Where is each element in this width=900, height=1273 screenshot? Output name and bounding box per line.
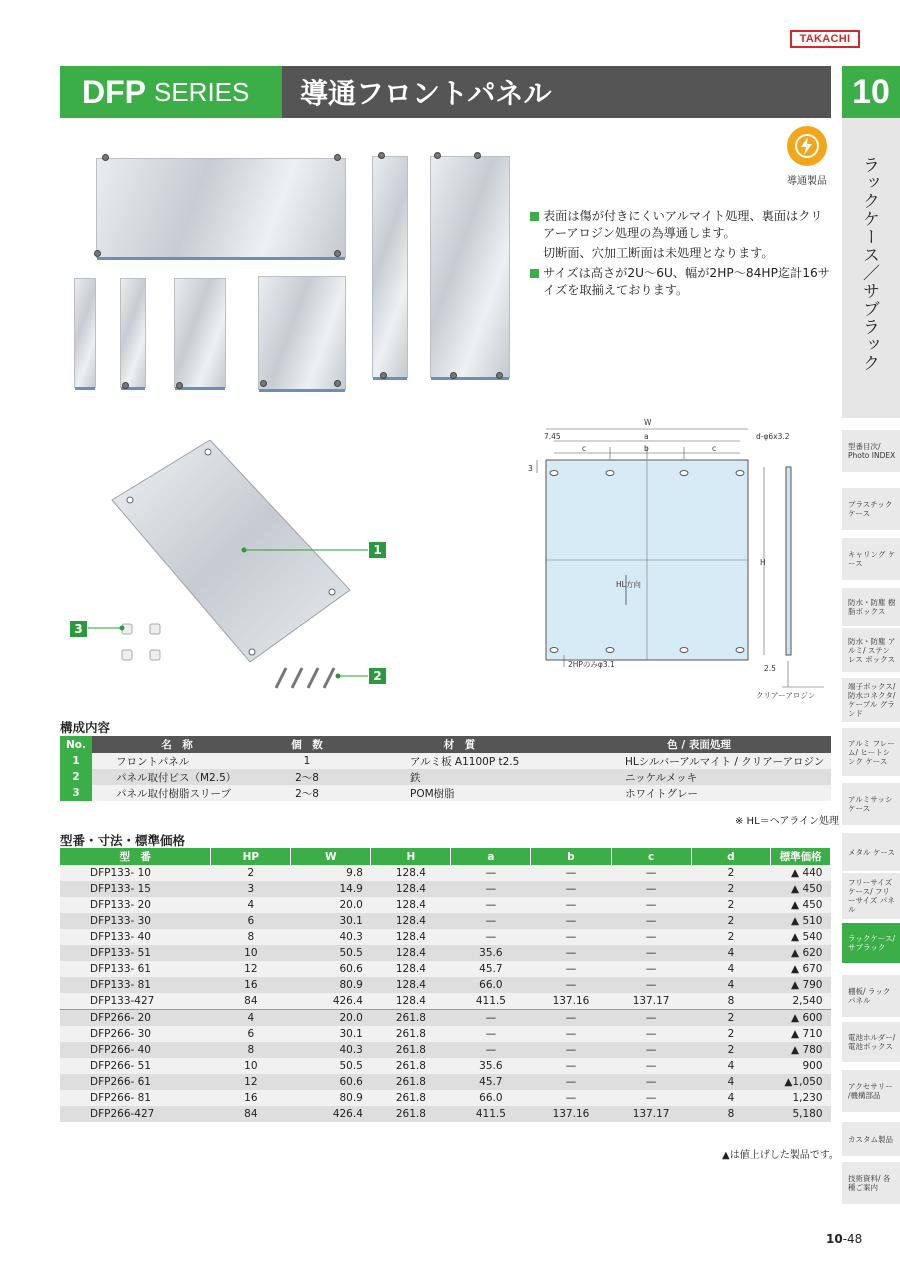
- table-cell: 16: [211, 977, 291, 993]
- table-cell: 8: [211, 929, 291, 945]
- table-row: [60, 929, 831, 945]
- table-row: [60, 1106, 831, 1122]
- table-cell: DFP133- 10: [60, 865, 211, 881]
- table-cell: —: [611, 897, 691, 913]
- dim-offset: 7.45: [544, 432, 561, 441]
- table-cell: DFP266- 61: [60, 1074, 211, 1090]
- specs-header: W: [291, 848, 371, 865]
- specs-header: H: [371, 848, 451, 865]
- technical-drawing: [524, 415, 834, 700]
- specs-table: [60, 848, 831, 1122]
- table-cell: 2: [691, 865, 771, 881]
- composition-title: 構成内容: [60, 720, 111, 735]
- table-row: [60, 945, 831, 961]
- table-cell: —: [451, 913, 531, 929]
- drawing-svg: [524, 415, 834, 700]
- table-row: [60, 961, 831, 977]
- table-cell: 80.9: [291, 1090, 371, 1106]
- table-cell: 60.6: [291, 1074, 371, 1090]
- callout-1: 1: [369, 542, 386, 558]
- table-row: [60, 1074, 831, 1090]
- desc-note: 切断面、穴加工断面は未処理となります。: [543, 246, 774, 260]
- table-cell: DFP266- 40: [60, 1042, 211, 1058]
- table-cell: 8: [691, 1106, 771, 1122]
- side-nav-item[interactable]: 技術資料/ 各種ご案内: [842, 1162, 900, 1204]
- table-row: [60, 1090, 831, 1106]
- table-cell: 137.17: [611, 993, 691, 1010]
- table-cell: 6: [211, 1026, 291, 1042]
- table-cell: 1,230: [771, 1090, 831, 1106]
- table-cell: DFP133- 30: [60, 913, 211, 929]
- side-nav-item[interactable]: メタル ケース: [842, 833, 900, 871]
- composition-header: 色 / 表面処理: [567, 736, 831, 753]
- takachi-logo: TAKACHI: [790, 30, 860, 48]
- front-panel-shape: [112, 440, 350, 662]
- table-cell: ▲ 710: [771, 1026, 831, 1042]
- table-cell: ▲ 450: [771, 881, 831, 897]
- dim-c-right: c: [712, 444, 717, 453]
- side-nav-item[interactable]: 防水・防塵 樹脂ボックス: [842, 588, 900, 626]
- table-cell: —: [531, 897, 611, 913]
- side-nav-item[interactable]: 電池ホルダー/ 電池ボックス: [842, 1022, 900, 1062]
- table-row: [60, 1058, 831, 1074]
- table-cell: 2: [211, 865, 291, 881]
- product-photo: [70, 150, 520, 400]
- table-cell: —: [531, 1010, 611, 1027]
- table-cell: 4: [691, 961, 771, 977]
- table-cell: フロントパネル: [92, 753, 262, 769]
- side-nav-item[interactable]: キャリング ケース: [842, 538, 900, 580]
- table-cell: DFP266- 20: [60, 1010, 211, 1027]
- side-nav-item[interactable]: 端子ボックス/ 防水コネクタ/ ケーブル グランド: [842, 678, 900, 722]
- desc-bullet-1: 表面は傷が付きにくいアルマイト処理、裏面はクリアーアロジン処理の為導通します。: [543, 209, 823, 240]
- table-cell: —: [531, 1058, 611, 1074]
- side-nav-item[interactable]: アクセサリー /機構部品: [842, 1070, 900, 1112]
- table-cell: 261.8: [371, 1106, 451, 1122]
- side-nav-item[interactable]: ラックケース/ サブラック: [842, 923, 900, 963]
- table-cell: 411.5: [451, 1106, 531, 1122]
- dim-thickness: 2.5: [764, 664, 776, 673]
- side-nav-item[interactable]: フリーサイズ ケース/ フリーサイズ パネル: [842, 873, 900, 919]
- specs-title: 型番・寸法・標準価格: [60, 833, 186, 848]
- series-sub: SERIES: [154, 76, 250, 107]
- specs-note: ▲は値上げした製品です。: [722, 1150, 839, 1161]
- table-cell: —: [451, 1026, 531, 1042]
- table-cell: 426.4: [291, 1106, 371, 1122]
- table-cell: 2: [691, 881, 771, 897]
- table-cell: DFP266-427: [60, 1106, 211, 1122]
- hp2-note: 2HPのみφ3.1: [568, 660, 615, 669]
- table-cell: 4: [211, 1010, 291, 1027]
- table-cell: 128.4: [371, 897, 451, 913]
- badge-label: 導通製品: [787, 176, 827, 187]
- side-nav-item[interactable]: プラスチック ケース: [842, 488, 900, 530]
- table-cell: —: [531, 929, 611, 945]
- callout-3: 3: [70, 621, 87, 637]
- table-cell: 1: [60, 753, 92, 769]
- table-cell: —: [531, 913, 611, 929]
- dim-3: 3: [528, 464, 533, 473]
- composition-header: 個 数: [262, 736, 352, 753]
- desc-bullet-2: サイズは高さが2U〜6U、幅が2HP〜84HP迄計16サイズを取揃えております。: [543, 266, 830, 297]
- table-cell: —: [531, 961, 611, 977]
- table-row: [60, 785, 831, 801]
- table-cell: —: [451, 865, 531, 881]
- table-cell: 4: [691, 1090, 771, 1106]
- table-cell: 60.6: [291, 961, 371, 977]
- table-cell: 128.4: [371, 977, 451, 993]
- table-cell: —: [451, 897, 531, 913]
- table-row: [60, 913, 831, 929]
- table-cell: DFP266- 51: [60, 1058, 211, 1074]
- table-cell: 2〜8: [262, 785, 352, 801]
- dim-c-left: c: [582, 444, 587, 453]
- lightning-icon: [794, 133, 820, 159]
- table-cell: 84: [211, 993, 291, 1010]
- table-cell: 128.4: [371, 993, 451, 1010]
- table-row: [60, 881, 831, 897]
- table-row: [60, 1042, 831, 1058]
- specs-header: 型 番: [60, 848, 211, 865]
- table-cell: 4: [691, 945, 771, 961]
- table-cell: 30.1: [291, 913, 371, 929]
- table-cell: 50.5: [291, 1058, 371, 1074]
- dim-H: H: [760, 558, 766, 567]
- table-cell: ▲ 620: [771, 945, 831, 961]
- table-cell: 128.4: [371, 865, 451, 881]
- table-cell: ▲ 540: [771, 929, 831, 945]
- table-row: [60, 1026, 831, 1042]
- table-cell: 14.9: [291, 881, 371, 897]
- side-nav-item[interactable]: アルミ フレーム/ ヒートシンク ケース: [842, 728, 900, 776]
- table-cell: 10: [211, 1058, 291, 1074]
- table-row: [60, 897, 831, 913]
- sleeves: [122, 624, 160, 660]
- table-cell: 261.8: [371, 1042, 451, 1058]
- table-cell: —: [451, 1010, 531, 1027]
- screws: [276, 668, 334, 688]
- side-nav-item[interactable]: 棚板/ ラックパネル: [842, 975, 900, 1017]
- table-cell: 4: [211, 897, 291, 913]
- table-cell: 3: [60, 785, 92, 801]
- coating-note: クリアーアロジン: [756, 691, 816, 700]
- table-row: [60, 753, 831, 769]
- table-cell: 128.4: [371, 961, 451, 977]
- series-banner: [60, 66, 282, 118]
- table-cell: DFP133-427: [60, 993, 211, 1010]
- table-cell: 12: [211, 961, 291, 977]
- table-cell: 426.4: [291, 993, 371, 1010]
- table-cell: 128.4: [371, 881, 451, 897]
- table-cell: ▲1,050: [771, 1074, 831, 1090]
- dim-b: b: [644, 444, 649, 453]
- table-cell: 66.0: [451, 1090, 531, 1106]
- table-cell: 35.6: [451, 1058, 531, 1074]
- table-cell: 鉄: [352, 769, 567, 785]
- table-cell: DFP133- 20: [60, 897, 211, 913]
- table-cell: アルミ板 A1100P t2.5: [352, 753, 567, 769]
- table-cell: 8: [691, 993, 771, 1010]
- table-cell: —: [531, 1042, 611, 1058]
- table-cell: —: [531, 881, 611, 897]
- table-cell: 20.0: [291, 1010, 371, 1027]
- specs-header: HP: [211, 848, 291, 865]
- table-cell: —: [531, 945, 611, 961]
- table-cell: 2: [691, 1042, 771, 1058]
- table-cell: 261.8: [371, 1010, 451, 1027]
- table-cell: —: [531, 865, 611, 881]
- table-cell: 30.1: [291, 1026, 371, 1042]
- table-cell: 137.17: [611, 1106, 691, 1122]
- table-cell: 5,180: [771, 1106, 831, 1122]
- table-cell: 2: [691, 929, 771, 945]
- table-cell: —: [451, 1042, 531, 1058]
- table-cell: —: [451, 929, 531, 945]
- table-cell: ホワイトグレー: [567, 785, 831, 801]
- table-cell: —: [531, 1074, 611, 1090]
- table-cell: 2: [691, 1010, 771, 1027]
- specs-header: d: [691, 848, 771, 865]
- table-cell: 4: [691, 1058, 771, 1074]
- table-cell: 2: [691, 1026, 771, 1042]
- table-cell: ▲ 780: [771, 1042, 831, 1058]
- table-cell: 2,540: [771, 993, 831, 1010]
- table-row: [60, 769, 831, 785]
- side-nav-item[interactable]: カスタム製品: [842, 1122, 900, 1156]
- table-cell: DFP133- 15: [60, 881, 211, 897]
- table-cell: —: [611, 945, 691, 961]
- table-cell: 900: [771, 1058, 831, 1074]
- table-cell: 128.4: [371, 945, 451, 961]
- table-cell: 128.4: [371, 929, 451, 945]
- dim-W: W: [644, 418, 652, 427]
- table-cell: 137.16: [531, 993, 611, 1010]
- table-cell: 2: [691, 897, 771, 913]
- table-cell: —: [611, 1058, 691, 1074]
- table-cell: —: [611, 1090, 691, 1106]
- table-row: [60, 1010, 831, 1027]
- table-cell: 261.8: [371, 1026, 451, 1042]
- table-cell: 40.3: [291, 1042, 371, 1058]
- table-cell: 8: [211, 1042, 291, 1058]
- table-cell: DFP133- 61: [60, 961, 211, 977]
- specs-header: c: [611, 848, 691, 865]
- side-nav-item[interactable]: 型番目次/ Photo INDEX: [842, 430, 900, 472]
- hl-direction: HL方向: [616, 580, 641, 589]
- dim-holes: d-φ6x3.2: [756, 432, 790, 441]
- side-nav-item[interactable]: アルミサッシ ケース: [842, 783, 900, 825]
- page-title: 導通フロントパネル: [282, 66, 831, 118]
- composition-header: 名 称: [92, 736, 262, 753]
- table-row: [60, 977, 831, 993]
- table-cell: 137.16: [531, 1106, 611, 1122]
- chapter-number: 10: [842, 66, 900, 118]
- callout-2: 2: [369, 668, 386, 684]
- table-cell: 4: [691, 977, 771, 993]
- table-cell: ▲ 440: [771, 865, 831, 881]
- table-cell: —: [611, 977, 691, 993]
- composition-note: ※ HL＝ヘアライン処理: [735, 816, 840, 827]
- exploded-view: [60, 440, 400, 700]
- table-cell: DFP133- 51: [60, 945, 211, 961]
- table-cell: —: [451, 881, 531, 897]
- table-cell: 2〜8: [262, 769, 352, 785]
- specs-header: 標準価格: [771, 848, 831, 865]
- table-cell: ニッケルメッキ: [567, 769, 831, 785]
- table-cell: 84: [211, 1106, 291, 1122]
- table-cell: 261.8: [371, 1090, 451, 1106]
- table-cell: 20.0: [291, 897, 371, 913]
- table-cell: —: [611, 881, 691, 897]
- table-cell: 40.3: [291, 929, 371, 945]
- table-cell: DFP133- 81: [60, 977, 211, 993]
- side-nav-item[interactable]: 防水・防塵 アルミ/ ステンレス ボックス: [842, 628, 900, 672]
- description: [530, 208, 830, 299]
- table-cell: DFP266- 30: [60, 1026, 211, 1042]
- table-cell: 45.7: [451, 1074, 531, 1090]
- table-cell: —: [611, 1074, 691, 1090]
- chapter-title-box: [842, 118, 900, 418]
- table-cell: POM樹脂: [352, 785, 567, 801]
- table-cell: —: [531, 977, 611, 993]
- page-number: 10-48: [826, 1232, 863, 1246]
- table-cell: ▲ 600: [771, 1010, 831, 1027]
- table-cell: 3: [211, 881, 291, 897]
- table-cell: 45.7: [451, 961, 531, 977]
- table-cell: 128.4: [371, 913, 451, 929]
- table-cell: 1: [262, 753, 352, 769]
- composition-header: No.: [60, 736, 92, 753]
- table-cell: DFP133- 40: [60, 929, 211, 945]
- series-main: DFP: [82, 73, 146, 110]
- table-cell: 2: [60, 769, 92, 785]
- conductive-badge: [787, 126, 827, 166]
- table-cell: —: [611, 1042, 691, 1058]
- specs-header: a: [451, 848, 531, 865]
- table-cell: 9.8: [291, 865, 371, 881]
- table-cell: 80.9: [291, 977, 371, 993]
- exploded-svg: [60, 440, 400, 700]
- chapter-title: ラックケース／サブラック: [859, 156, 879, 372]
- table-cell: —: [531, 1026, 611, 1042]
- table-cell: 35.6: [451, 945, 531, 961]
- table-cell: ▲ 670: [771, 961, 831, 977]
- table-cell: 66.0: [451, 977, 531, 993]
- table-row: [60, 993, 831, 1010]
- table-cell: ▲ 450: [771, 897, 831, 913]
- table-cell: 411.5: [451, 993, 531, 1010]
- table-cell: —: [611, 865, 691, 881]
- specs-header: b: [531, 848, 611, 865]
- table-cell: HLシルバーアルマイト / クリアーアロジン: [567, 753, 831, 769]
- table-cell: 261.8: [371, 1074, 451, 1090]
- table-cell: DFP266- 81: [60, 1090, 211, 1106]
- table-cell: ▲ 510: [771, 913, 831, 929]
- table-cell: パネル取付樹脂スリーブ: [92, 785, 262, 801]
- table-cell: —: [611, 961, 691, 977]
- table-cell: —: [611, 913, 691, 929]
- table-cell: —: [611, 1026, 691, 1042]
- table-cell: 12: [211, 1074, 291, 1090]
- table-cell: —: [611, 1010, 691, 1027]
- table-cell: 261.8: [371, 1058, 451, 1074]
- table-cell: —: [531, 1090, 611, 1106]
- table-cell: 2: [691, 913, 771, 929]
- table-row: [60, 865, 831, 881]
- table-cell: —: [611, 929, 691, 945]
- composition-table: [60, 736, 831, 801]
- composition-header: 材 質: [352, 736, 567, 753]
- table-cell: 16: [211, 1090, 291, 1106]
- table-cell: ▲ 790: [771, 977, 831, 993]
- table-cell: 4: [691, 1074, 771, 1090]
- table-cell: 50.5: [291, 945, 371, 961]
- dim-a: a: [644, 432, 649, 441]
- table-cell: パネル取付ビス（M2.5）: [92, 769, 262, 785]
- table-cell: 10: [211, 945, 291, 961]
- table-cell: 6: [211, 913, 291, 929]
